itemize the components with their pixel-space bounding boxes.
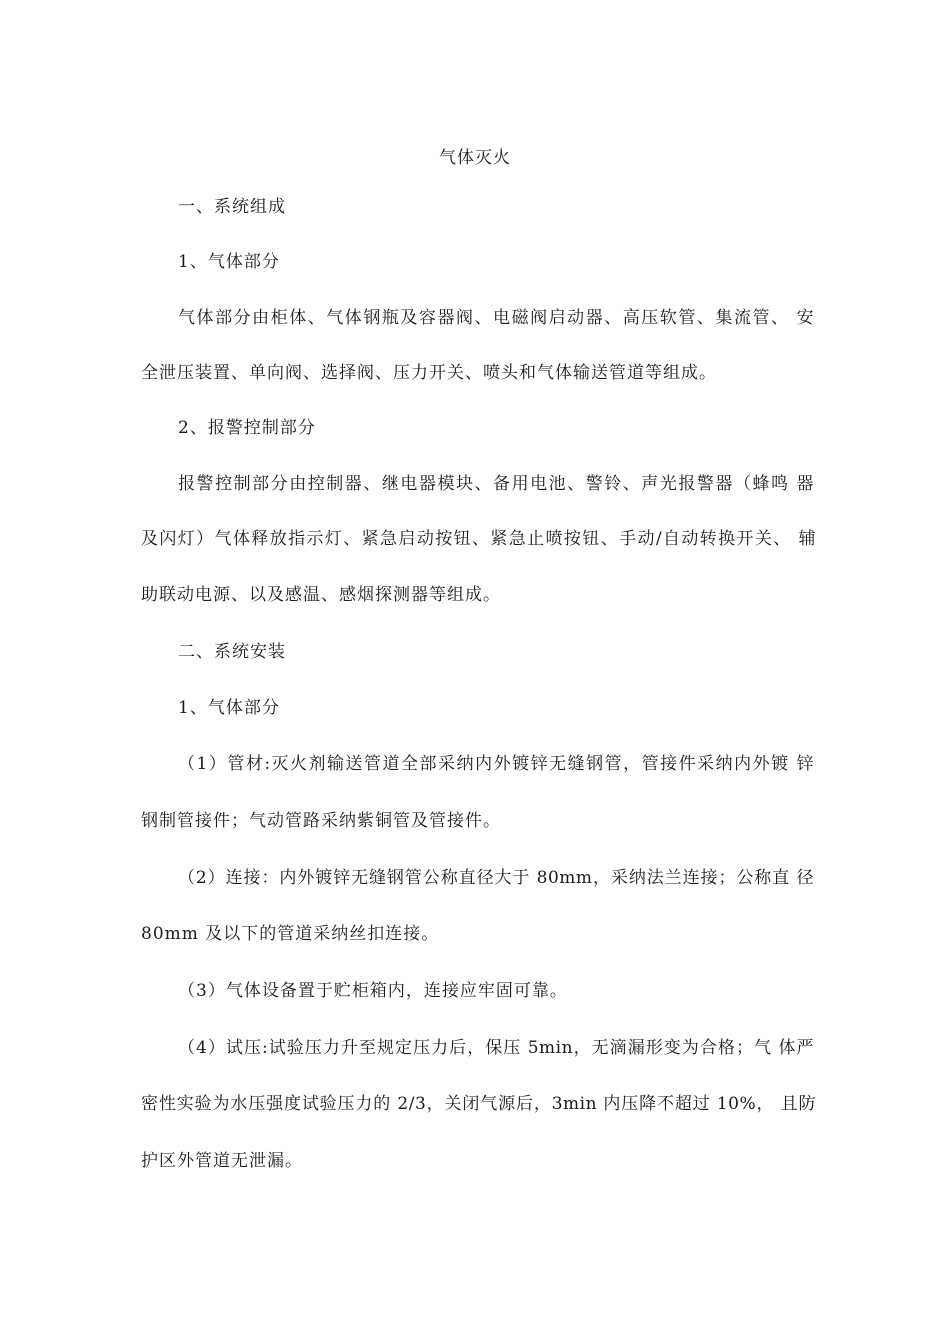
paragraph-line: 80mm 及以下的管道采纳丝扣连接。 bbox=[141, 924, 440, 944]
paragraph-line: （3）气体设备置于贮柜箱内，连接应牢固可靠。 bbox=[178, 981, 568, 1001]
paragraph-line: 钢制管接件；气动管路采纳紫铜管及管接件。 bbox=[141, 811, 501, 831]
paragraph-line: 助联动电源、以及感温、感烟探测器等组成。 bbox=[141, 585, 501, 605]
paragraph-line: 及闪灯）气体释放指示灯、紧急启动按钮、紧急止喷按钮、手动/自动转换开关、 辅 bbox=[141, 529, 816, 549]
section-heading-system-installation: 二、系统安装 bbox=[178, 642, 286, 662]
section-heading-system-composition: 一、系统组成 bbox=[178, 197, 286, 217]
subsection-heading-alarm-control: 2、报警控制部分 bbox=[178, 418, 316, 438]
paragraph-line: 全泄压装置、单向阀、选择阀、压力开关、喷头和气体输送管道等组成。 bbox=[141, 363, 717, 383]
paragraph-line: 报警控制部分由控制器、继电器模块、备用电池、警铃、声光报警器（蜂鸣 器 bbox=[178, 474, 814, 494]
paragraph-line: 气体部分由柜体、气体钢瓶及容器阀、电磁阀启动器、高压软管、集流管、 安 bbox=[178, 308, 814, 328]
subsection-heading-gas-part-install: 1、气体部分 bbox=[178, 698, 280, 718]
subsection-heading-gas-part: 1、气体部分 bbox=[178, 252, 280, 272]
paragraph-line: （2）连接：内外镀锌无缝钢管公称直径大于 80mm，采纳法兰连接；公称直 径 bbox=[178, 868, 814, 888]
paragraph-line: （1）管材:灭火剂输送管道全部采纳内外镀锌无缝钢管，管接件采纳内外镀 锌 bbox=[178, 754, 814, 774]
paragraph-line: （4）试压:试验压力升至规定压力后，保压 5min，无滴漏形变为合格；气 体严 bbox=[178, 1038, 814, 1058]
paragraph-line: 密性实验为水压强度试验压力的 2/3，关闭气源后，3min 内压降不超过 10%， 且防 bbox=[141, 1094, 816, 1114]
document-title: 气体灭火 bbox=[439, 148, 511, 168]
paragraph-line: 护区外管道无泄漏。 bbox=[141, 1151, 303, 1171]
